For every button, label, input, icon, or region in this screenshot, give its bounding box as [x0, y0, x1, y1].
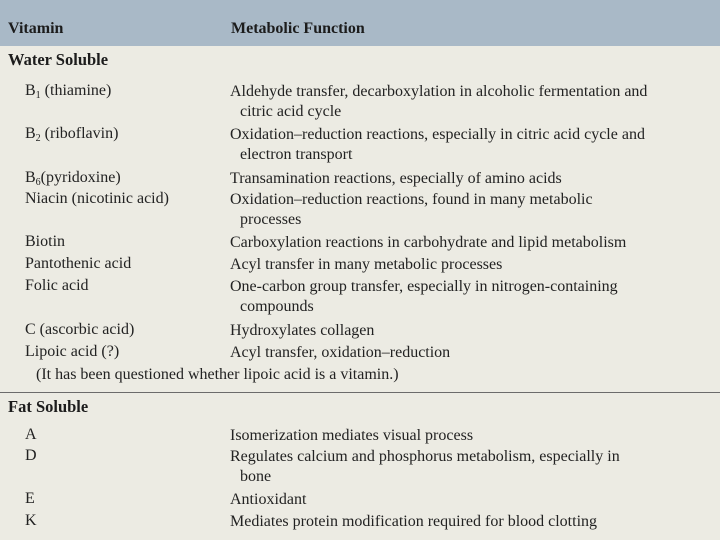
- metabolic-function: Antioxidant: [230, 491, 307, 508]
- lipoic-acid-note: (It has been questioned whether lipoic acid is a vitamin.): [36, 366, 399, 383]
- vitamin-name: A: [25, 426, 37, 443]
- metabolic-function: Mediates protein modification required for blood clotting: [230, 513, 598, 530]
- section-divider: [0, 392, 720, 393]
- vitamin-name: $B_1$ (thiamine): [25, 82, 112, 101]
- vitamin-name: C (ascorbic acid): [25, 321, 135, 338]
- vitamin-name: Biotin: [25, 233, 66, 250]
- header-vitamin: Vitamin: [8, 20, 64, 37]
- vitamin-name: Folic acid: [25, 277, 89, 294]
- vitamin-name: E: [25, 490, 35, 507]
- metabolic-function: Isomerization mediates visual process: [230, 427, 474, 444]
- header-metabolic-function: Metabolic Function: [231, 20, 365, 37]
- vitamin-name: Pantothenic acid: [25, 255, 132, 272]
- metabolic-function: Regulates calcium and phosphorus metabolism, especially in bone: [230, 448, 620, 485]
- metabolic-function: Acyl transfer in many metabolic processes: [230, 256, 503, 273]
- vitamin-name: $B_2$ (riboflavin): [25, 125, 119, 144]
- table-header: [0, 0, 720, 46]
- vitamin-name: K: [25, 512, 37, 529]
- metabolic-function: Oxidation–reduction reactions, found in many metabolic processes: [230, 191, 593, 228]
- section-water-soluble: Water Soluble: [8, 50, 109, 69]
- section-fat-soluble: Fat Soluble: [8, 397, 89, 416]
- vitamin-name: D: [25, 447, 37, 464]
- vitamin-name: Niacin (nicotinic acid): [25, 190, 169, 207]
- metabolic-function: Hydroxylates collagen: [230, 322, 375, 339]
- metabolic-function: Oxidation–reduction reactions, especially in citric acid cycle and electron transport: [230, 126, 645, 163]
- metabolic-function: Transamination reactions, especially of amino acids: [230, 170, 562, 187]
- metabolic-function: Aldehyde transfer, decarboxylation in alcoholic fermentation and citric acid cycle: [230, 83, 648, 120]
- metabolic-function: Acyl transfer, oxidation–reduction: [230, 344, 451, 361]
- metabolic-function: One-carbon group transfer, especially in nitrogen-containing compounds: [230, 278, 618, 315]
- vitamin-name: Lipoic acid (?): [25, 343, 120, 360]
- vitamin-name: $B_6(pyridoxine)$: [25, 169, 121, 188]
- metabolic-function: Carboxylation reactions in carbohydrate and lipid metabolism: [230, 234, 627, 251]
